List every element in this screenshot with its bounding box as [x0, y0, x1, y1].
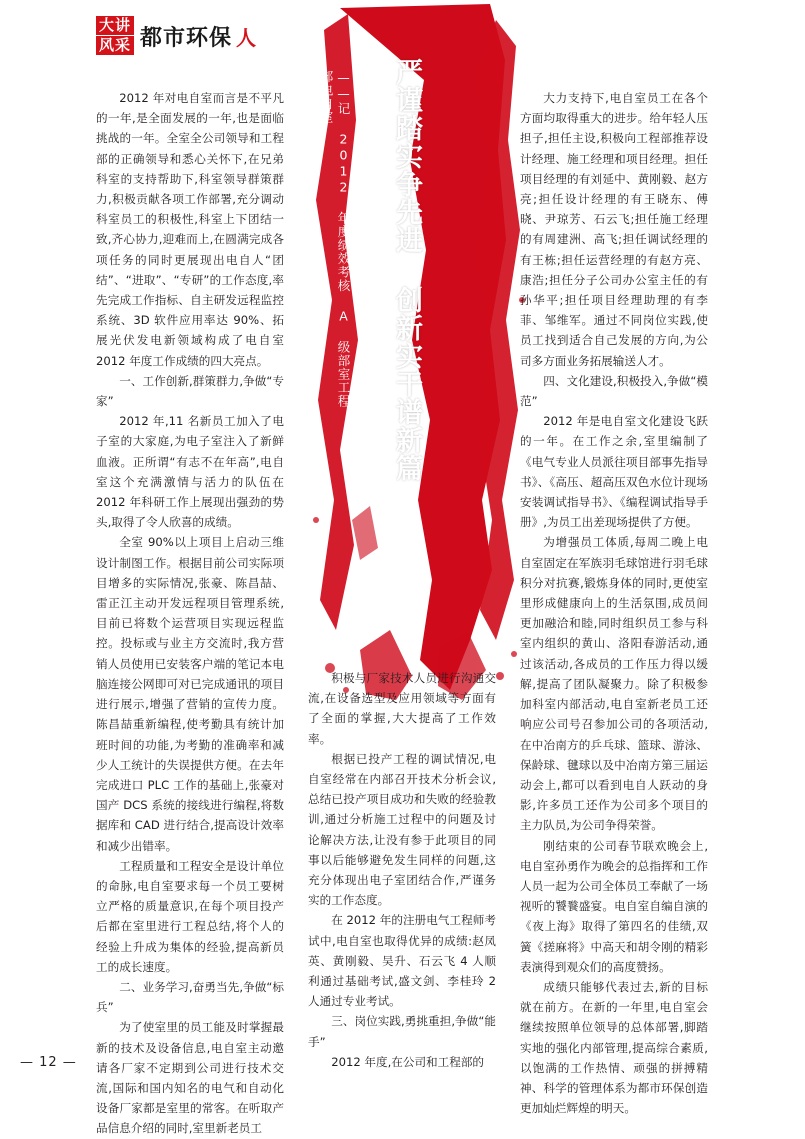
paragraph: 四、文化建设,积极投入,争做“模范” — [520, 373, 708, 409]
paragraph: 一、工作创新,群策群力,争做“专家” — [96, 373, 284, 409]
paragraph: 全室 90%以上项目上启动三维设计制图工作。根据目前公司实际项目增多的实际情况,张豪、陈昌喆、雷正江主动开发远程项目管理系统,目前已将数个运营项目实现远程监控。投标或与业主方交流时,我方营销人员使用已安装客户端的笔记本电脑连接公网即可对已完成通讯的项目进行展示,增强了营销的宣传力度。陈昌喆重新编程,使考勤具有统计加班时间的功能,为考勤的准确率和减少人工统计的失误提供方便。在去年完成进口 PLC 工作的基础上,张豪对国产 DCS 系统的接线进行编程,将数据库和 CAD 进行结合,提高设计效率和减少出错率。 — [96, 535, 284, 853]
logo — [96, 16, 134, 56]
paragraph: 工程质量和工程安全是设计单位的命脉,电自室要求每一个员工要树立严格的质量意识,在每个项目投产后都在室里进行工程总结,将个人的经验上升成为集体的经验,提高新员工的成长速度。 — [96, 858, 284, 974]
logo-line-1: 大讲 — [96, 16, 134, 35]
hero-artwork — [300, 0, 530, 700]
paragraph: 2012 年是电自室文化建设飞跃的一年。在工作之余,室里编制了《电气专业人员派往项目部事先指导书》、《高压、超高压双色水位计现场安装调试指导书》、《编程调试指导手册》,为员工出差现场提供了方便。 — [520, 414, 708, 530]
paragraph: 2012 年,11 名新员工加入了电子室的大家庭,为电子室注入了新鲜血液。正所谓“有志不在年高”,电自室这个充满激情与活力的队伍在 2012 年科研工作上展现出强劲的势头,取得了令人欣喜的成绩。 — [96, 414, 284, 530]
paragraph: 刚结束的公司春节联欢晚会上,电自室孙勇作为晚会的总指挥和工作人员一起为公司全体员工奉献了一场视听的饕餮盛宴。电自室自编自演的《夜上海》取得了第四名的佳绩,双簧《搓麻将》中高天和胡令刚的精彩表演得到观众们的高度赞扬。 — [520, 838, 708, 974]
page-number: — 12 — — [20, 1055, 77, 1070]
masthead-mark-icon: 人 — [236, 25, 257, 50]
paragraph: 二、业务学习,奋勇当先,争做“标兵” — [96, 979, 284, 1015]
paragraph: 为了使室里的员工能及时掌握最新的技术及设备信息,电自室主动邀请各厂家不定期到公司进行技术交流,国际和国内知名的电气和自动化设备厂家都是室里的常客。在听取产品信息介绍的同时,室里新老员工 — [96, 1020, 284, 1136]
masthead — [96, 14, 256, 58]
masthead-title: 都市环保 — [140, 25, 233, 51]
paragraph: 在 2012 年的注册电气工程师考试中,电自室也取得优异的成绩:赵凤英、黄刚毅、吴升、石云飞 4 人顺利通过基础考试,盛文剑、李桂玲 2 人通过专业考试。 — [308, 913, 496, 1009]
hero-title: 严谨踏实争先进 创新实干谱新篇 — [391, 58, 422, 482]
paragraph: 根据已投产工程的调试情况,电自室经常在内部召开技术分析会议,总结已投产项目成功和失败的经验教训,通过分析施工过程中的问题及讨论解决方法,让没有参于此项目的同事以后能够避免发生同样的问题,这充分体现出电子室团结合作,严谨务实的工作态度。 — [308, 751, 496, 908]
paragraph: 积极与厂家技术人员进行沟通交流,在设备选型及应用领域等方面有了全面的掌握,大大提高了工作效率。 — [308, 671, 496, 746]
paragraph: 三、岗位实践,勇挑重担,争做“能手” — [308, 1014, 496, 1049]
article-column-1 — [96, 88, 284, 1139]
hero-subtitle: ——记 2012 年度绩效考核 A 级部室工程部电自室 — [319, 70, 351, 408]
article-column-2 — [308, 668, 496, 1072]
logo-line-2: 风采 — [96, 36, 134, 55]
paragraph: 大力支持下,电自室员工在各个方面均取得重大的进步。给年轻人压担子,担任主设,积极向工程部推荐设计经理、施工经理和项目经理。担任项目经理的有刘延中、黄刚毅、赵方亮;担任设计经理的有王晓东、傅晓、尹琼芳、石云飞;担任施工经理的有周建洲、高飞;担任调试经理的有王栋;担任运营经理的有赵方亮、康浩;担任分子公司办公室主任的有孙华平;担任项目经理助理的有李菲、邹维军。通过不同岗位实践,使员工找到适合自己发展的方向,为公司多方面业务拓展输送人才。 — [520, 91, 708, 368]
article-column-3 — [520, 88, 708, 1118]
paragraph: 为增强员工体质,每周二晚上电自室固定在军族羽毛球馆进行羽毛球积分对抗赛,锻炼身体的同时,更使室里形成健康向上的生活氛围,成员间更加融洽和睦,同时组织员工参与科室内组织的黄山、洛阳春游活动,通过该活动,各成员的工作压力得以缓解,提高了团队凝聚力。除了积极参加科室内部活动,电自室新老员工还响应公司号召参加公司的各项活动,在中冶南方的乒乓球、篮球、游泳、保龄球、毽球以及中冶南方第三届运动会上,都可以看到电自人跃动的身影,许多员工还作为公司多个项目的主力队员,为公司争得荣誉。 — [520, 535, 708, 833]
paragraph: 成绩只能够代表过去,新的目标就在前方。在新的一年里,电自室会继续按照单位领导的总体部署,脚踏实地的强化内部管理,提高综合素质,以饱满的工作热情、顽强的拼搏精神、科学的管理体系为都市环保创造更加灿烂辉煌的明天。 — [520, 979, 708, 1116]
paragraph: 2012 年对电自室而言是不平凡的一年,是全面发展的一年,也是面临挑战的一年。全室全公司领导和工程部的正确领导和悉心关怀下,在兄弟科室的支持帮助下,科室领导群策群力,积极贡献各项工作部署,充分调动科室员工的积极性,科室上下团结一致,齐心协力,迎难而上,在圆满完成各项任务的同时更展现出电自人“团结”、“进取”、“专研”的工作态度,率先完成工作指标、自主研发远程监控系统、3D 软件应用率达 90%、拓展光伏发电新领域构成了电自室 2012 年度工作成绩的四大亮点。 — [96, 91, 284, 368]
paragraph: 2012 年度,在公司和工程部的 — [331, 1054, 485, 1069]
